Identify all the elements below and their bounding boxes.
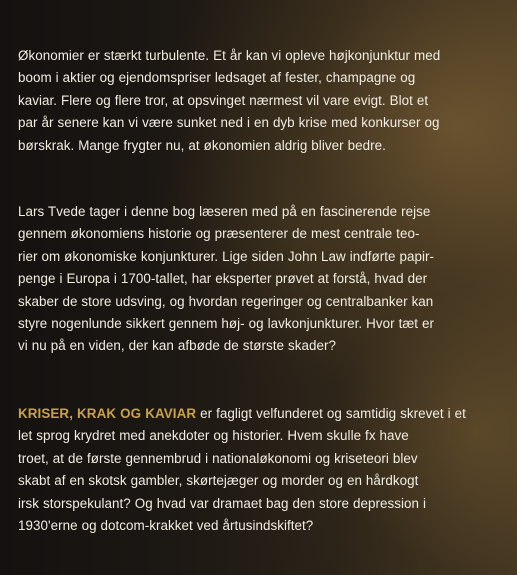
- text-line: vi nu på en viden, der kan afbøde de største skader?: [18, 338, 336, 354]
- text-line: børskrak. Mange frygter nu, at økonomien aldrig bliver bedre.: [18, 137, 386, 153]
- text-line: let sprog krydret med anekdoter og historier. Hvem skulle fx have: [18, 428, 409, 444]
- book-title: KRISER, KRAK OG KAVIAR: [18, 406, 197, 421]
- text-line: Lars Tvede tager i denne bog læseren med på en fascinerende rejse: [18, 204, 431, 219]
- text-line: boom i aktier og ejendomspriser ledsaget af fester, champagne og: [18, 70, 416, 86]
- text-line: Økonomier er stærkt turbulente. Et år kan vi opleve højkonjunktur med: [18, 48, 441, 63]
- text-line: troet, at de første gennembrud i nationaløkonomi og kriseteori blev: [18, 450, 418, 466]
- text-line: skaber de store udsving, og hvordan regeringer og centralbanker kan: [18, 293, 434, 309]
- text-line: par år senere kan vi være sunket ned i en dyb krise med konkurser og: [18, 115, 440, 131]
- paragraph-book-pitch: [18, 403, 502, 537]
- text-line: [18, 403, 502, 425]
- paragraph-intro: [18, 45, 502, 157]
- text-line-rest: er fagligt velfunderet og samtidig skrevet i et: [196, 406, 466, 421]
- paragraph-author: [18, 201, 502, 358]
- text-line: gennem økonomiens historie og præsenterer de mest centrale teo-: [18, 226, 420, 242]
- text-line: irsk storspekulant? Og hvad var dramaet bag den store depression i: [18, 495, 426, 511]
- text-line: penge i Europa i 1700-tallet, har eksperter prøvet at forstå, hvad der: [18, 271, 428, 287]
- text-line: styre nogenlunde sikkert gennem høj- og lavkonjunkturer. Hvor tæt er: [18, 316, 435, 332]
- text-line: skabt af en skotsk gambler, skørtejæger og morder og en hårdkogt: [18, 473, 419, 489]
- text-line: 1930'erne og dotcom-krakket ved årtusindskiftet?: [18, 518, 314, 534]
- text-line: rier om økonomiske konjunkturer. Lige siden John Law indførte papir-: [18, 248, 435, 264]
- text-line: kaviar. Flere og flere tror, at opsvinget nærmest vil vare evigt. Blot et: [18, 92, 429, 108]
